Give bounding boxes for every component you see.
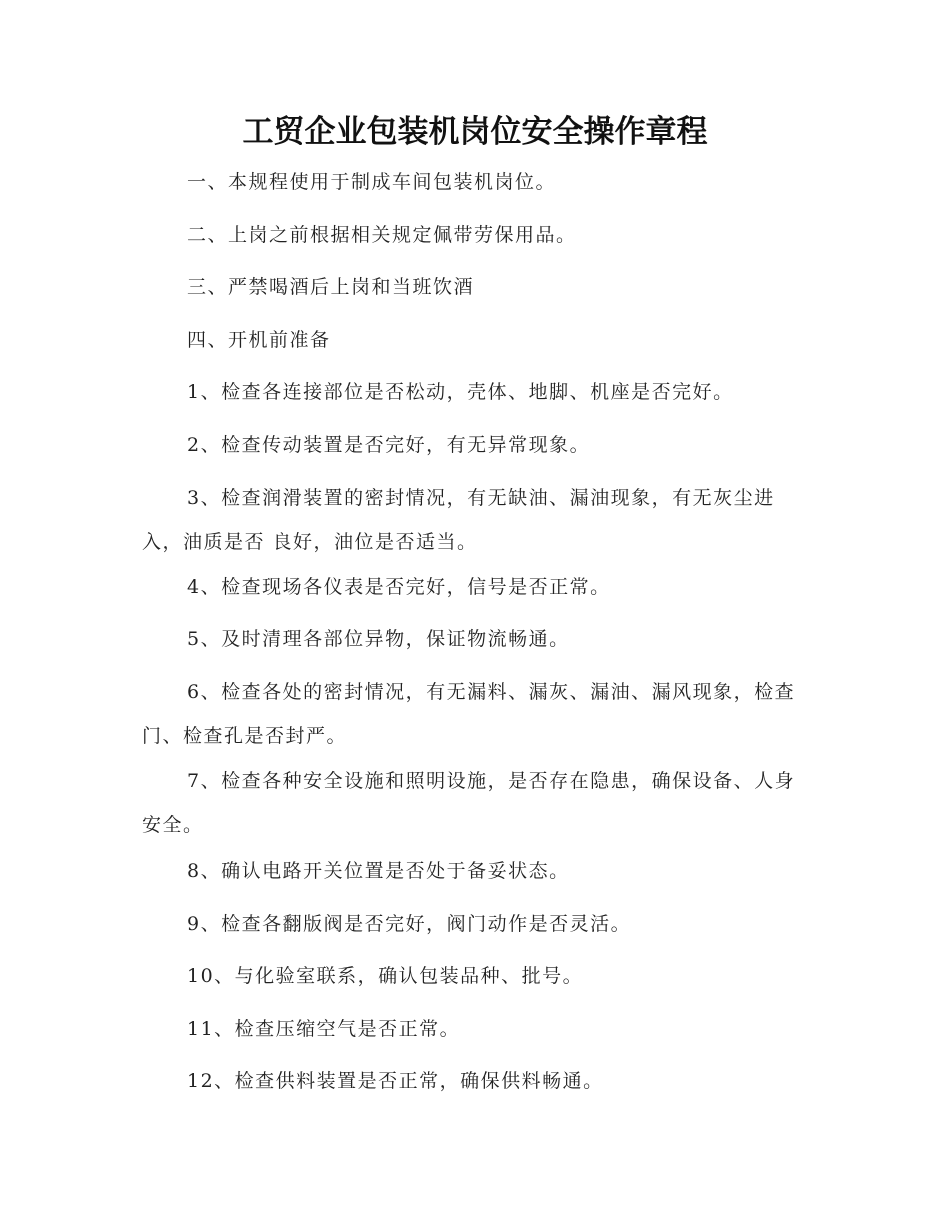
paragraph-1: 一、本规程使用于制成车间包装机岗位。 [187, 171, 557, 193]
paragraph-10: 6、检查各处的密封情况，有无漏料、漏灰、漏油、漏风现象，检查门、检查孔是否封严。 [142, 681, 796, 747]
paragraph-16: 12、检查供料装置是否正常，确保供料畅通。 [187, 1070, 604, 1092]
paragraph-9: 5、及时清理各部位异物，保证物流畅通。 [187, 628, 570, 650]
document-title: 工贸企业包装机岗位安全操作章程 [242, 114, 708, 150]
paragraph-5: 1、检查各连接部位是否松动，壳体、地脚、机座是否完好。 [187, 381, 734, 403]
paragraph-11: 7、检查各种安全设施和照明设施，是否存在隐患，确保设备、人身安全。 [142, 770, 796, 836]
paragraph-13: 9、检查各翻版阀是否完好，阀门动作是否灵活。 [187, 913, 632, 935]
paragraph-14: 10、与化验室联系，确认包装品种、批号。 [187, 965, 584, 987]
paragraph-7: 3、检查润滑装置的密封情况，有无缺油、漏油现象，有无灰尘进入，油质是否 良好，油位是否适当。 [142, 487, 775, 553]
paragraph-4: 四、开机前准备 [187, 329, 331, 351]
paragraph-8: 4、检查现场各仪表是否完好，信号是否正常。 [187, 576, 611, 598]
paragraph-12: 8、确认电路开关位置是否处于备妥状态。 [187, 860, 570, 882]
paragraph-6: 2、检查传动装置是否完好，有无异常现象。 [187, 434, 591, 456]
paragraph-2: 二、上岗之前根据相关规定佩带劳保用品。 [187, 224, 577, 246]
paragraph-3: 三、严禁喝酒后上岗和当班饮酒 [187, 276, 475, 298]
paragraph-15: 11、检查压缩空气是否正常。 [187, 1018, 461, 1040]
